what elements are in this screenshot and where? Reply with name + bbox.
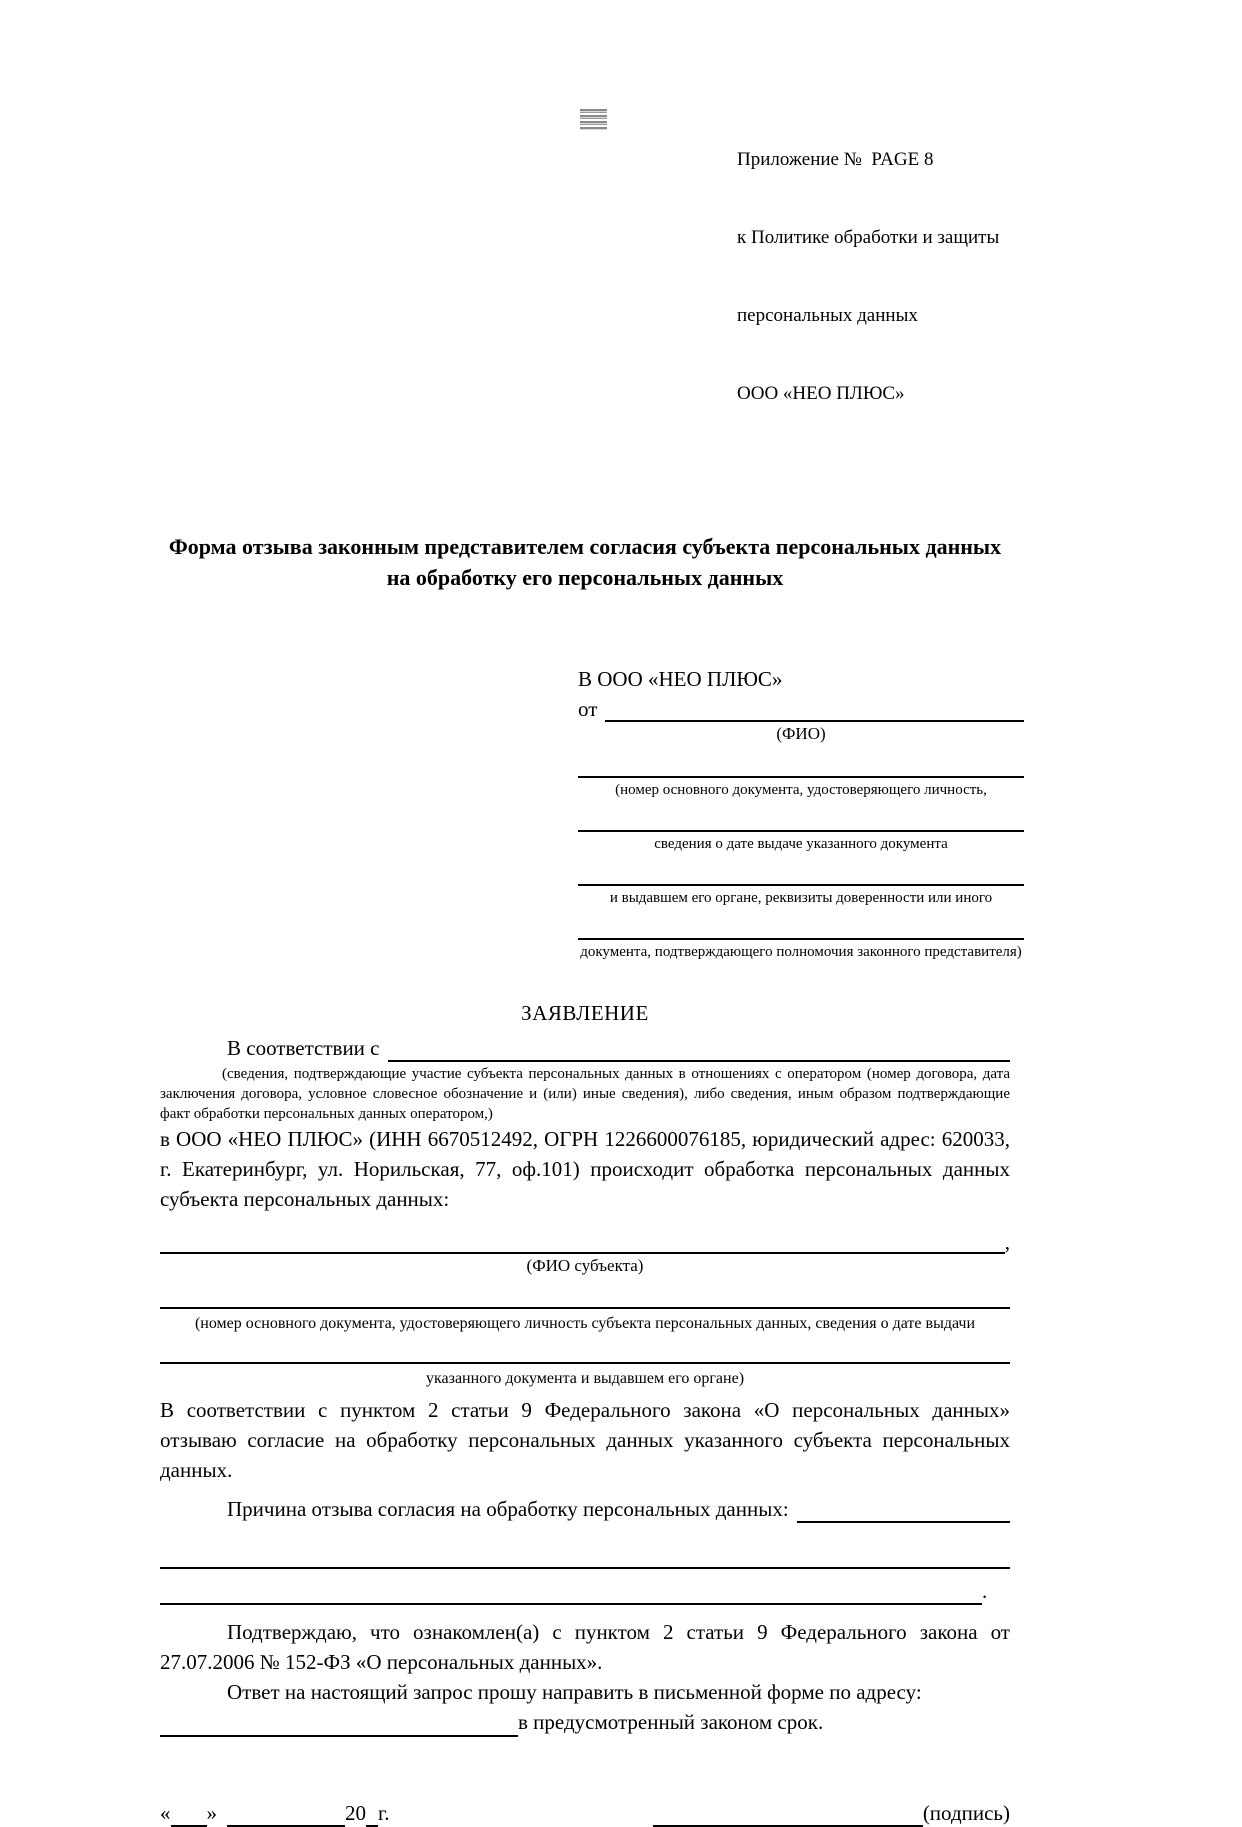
header-line-policy: к Политике обработки и защиты	[737, 227, 1000, 248]
subject-fio-line	[160, 1230, 1010, 1254]
document-title: Форма отзыва законным представителем согласия субъекта персональных данных на обработку его персональных данных	[168, 534, 1002, 590]
intro-blank-line	[388, 1038, 1011, 1062]
footer-row	[160, 1799, 1010, 1827]
authority-document-blank-line	[578, 908, 1024, 940]
header-line-personal-data: персональных данных	[737, 305, 918, 326]
subject-fio-caption: (ФИО субъекта)	[526, 1256, 644, 1275]
reason-blank-line-3	[160, 1577, 1010, 1605]
header-block	[160, 95, 1010, 459]
addressee-block	[578, 663, 1024, 962]
reason-blank-line	[797, 1499, 1010, 1523]
reason-blank-line-2	[160, 1565, 1010, 1569]
intro-label: В соответствии с	[227, 1036, 380, 1060]
signature-line	[653, 1799, 1010, 1827]
from-label: от	[578, 697, 598, 721]
response-address-line	[160, 1707, 1010, 1737]
header-reference	[737, 95, 1010, 459]
reason-label: Причина отзыва согласия на обработку персональных данных:	[227, 1497, 789, 1521]
intro-line	[160, 1034, 1010, 1062]
subject-fio-comma: ,	[1004, 1230, 1010, 1254]
doc-number-blank-line	[578, 746, 1024, 778]
reason-line	[160, 1495, 1010, 1523]
subject-doc-caption-2: указанного документа и выдавшем его органе)	[425, 1370, 745, 1387]
response-address-blank-line	[160, 1713, 518, 1737]
subject-doc-blank-line-2	[160, 1360, 1010, 1364]
authority-document-caption: документа, подтверждающего полномочия законного представителя)	[580, 944, 1022, 960]
text-lines-icon	[580, 109, 607, 130]
subject-doc-blank-line	[160, 1305, 1010, 1309]
subject-doc-caption-1: (номер основного документа, удостоверяющего личность субъекта персональных данных, сведения о дате выдачи	[194, 1315, 976, 1332]
signature-caption: (подпись)	[922, 1801, 1010, 1825]
quote-open: «	[160, 1801, 171, 1825]
issuing-authority-caption: и выдавшем его органе, реквизиты доверенности или иного	[609, 890, 993, 906]
month-blank-line	[227, 1805, 345, 1827]
fio-caption: (ФИО)	[776, 724, 826, 743]
header-line-appendix: Приложение № PAGE 8	[737, 149, 934, 170]
quote-close: »	[206, 1801, 217, 1825]
subject-fio-blank-line	[160, 1230, 1005, 1254]
fine-print-note: (сведения, подтверждающие участие субъекта персональных данных в отношениях с оператором (номер договора, дата заключения договора, условное словесное обозначение и (или) иные сведения), либо сведения, иным образом подтверждающие факт обработки персональных данных оператором,)	[160, 1066, 1010, 1122]
operator-paragraph: в ООО «НЕО ПЛЮС» (ИНН 6670512492, ОГРН 1226600076185, юридический адрес: 620033, г. Екатеринбург, ул. Норильская, 77, оф.101) происходит обработка персональных данных субъекта персональных данных:	[160, 1127, 1010, 1211]
statement-heading: ЗАЯВЛЕНИЕ	[521, 1001, 649, 1025]
date-line	[160, 1799, 390, 1827]
confirm-paragraph: Подтверждаю, что ознакомлен(а) с пунктом 2 статьи 9 Федерального закона от 27.07.2006 № 152-ФЗ «О персональных данных».	[160, 1620, 1010, 1674]
doc-number-caption: (номер основного документа, удостоверяющего личность,	[615, 782, 987, 798]
addressee-to: В ООО «НЕО ПЛЮС»	[578, 667, 783, 691]
reason-period: .	[982, 1579, 988, 1603]
header-line-company: ООО «НЕО ПЛЮС»	[737, 383, 905, 404]
day-blank-line	[171, 1805, 207, 1827]
document-page	[160, 0, 1022, 1827]
issue-date-blank-line	[578, 800, 1024, 832]
issuing-authority-blank-line	[578, 854, 1024, 886]
withdraw-paragraph: В соответствии с пунктом 2 статьи 9 Федерального закона «О персональных данных» отзываю согласие на обработку персональных данных указанного субъекта персональных данных.	[160, 1398, 1010, 1482]
signature-blank-line	[653, 1805, 923, 1827]
response-tail: в предусмотренный законом срок.	[518, 1710, 824, 1734]
reason-blank-line-3-rule	[160, 1581, 982, 1605]
response-label: Ответ на настоящий запрос прошу направить в письменной форме по адресу:	[227, 1680, 922, 1704]
year-suffix: г.	[378, 1801, 390, 1825]
issue-date-caption: сведения о дате выдаче указанного документа	[654, 836, 948, 852]
year-prefix: 20	[345, 1801, 366, 1825]
from-blank-line	[605, 698, 1024, 722]
addressee-from-line	[578, 696, 1024, 722]
year-blank-line	[366, 1805, 378, 1827]
